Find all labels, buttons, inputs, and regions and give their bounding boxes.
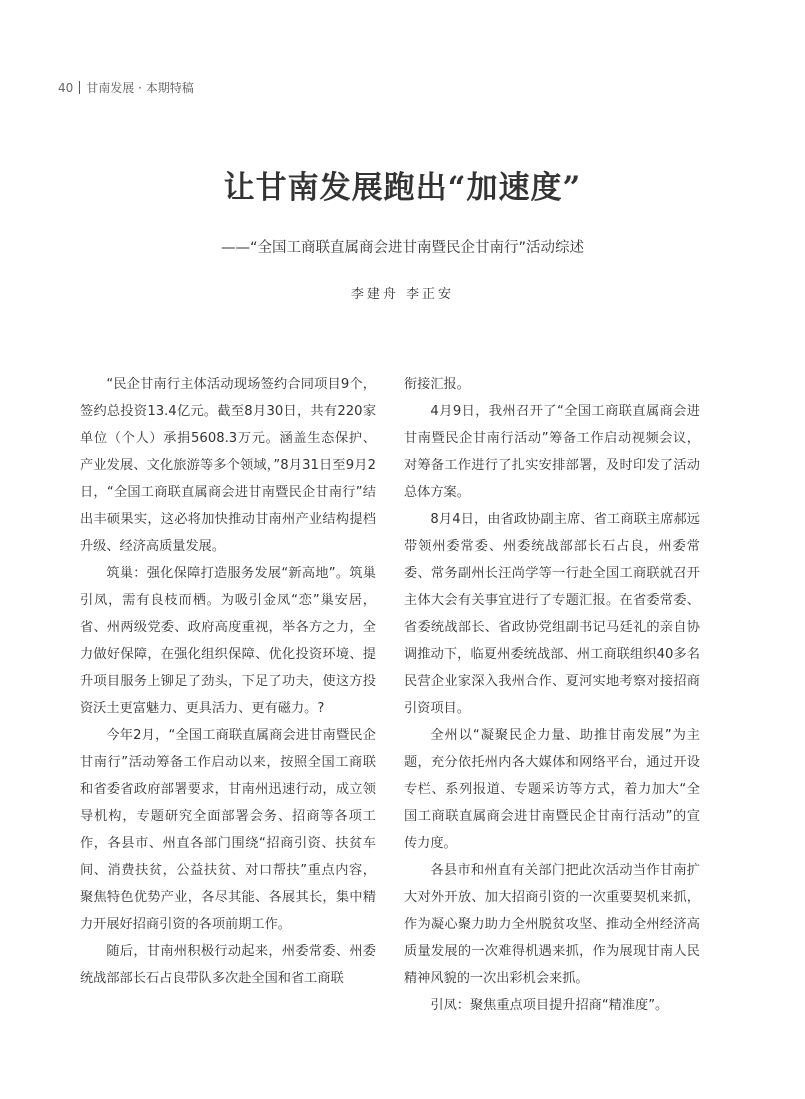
article-subtitle: ——“全国工商联直属商会进甘南暨民企甘南行”活动综述 xyxy=(220,240,585,256)
paragraph: 4月9日，我州召开了“全国工商联直属商会进甘南暨民企甘南行活动”筹备工作启动视频会议，对筹备工作进行了扎实安排部署，及时印发了活动总体方案。 xyxy=(404,404,700,500)
header-divider xyxy=(79,81,80,94)
section-label: 甘南发展 · 本期特稿 xyxy=(86,81,194,95)
paragraph: 随后，甘南州积极行动起来，州委常委、州委统战部部长石占良带队多次赴全国和省工商联 xyxy=(80,944,376,986)
paragraph: “民企甘南行主体活动现场签约合同项目9个，签约总投资13.4亿元。截至8月30日，共有220家单位（个人）承捐5608.3万元。涵盖生态保护、产业发展、文化旅游等多个领域，”8月31日至9月2日，“全国工商联直属商会进甘南暨民企甘南行”结出丰硕果实，这必将加快推动甘南州产业结构提档升级、经济高质量发展。 xyxy=(80,377,376,554)
paragraph: 筑巢：强化保障打造服务发展“新高地”。筑巢引凤，需有良枝而栖。为吸引金凤“恋”巢安居，省、州两级党委、政府高度重视，举各方之力，全力做好保障，在强化组织保障、优化投资环境、提升项目服务上铆足了劲头，下足了功夫，使这方投资沃土更富魅力、更具活力、更有磁力。? xyxy=(80,566,376,716)
article-title: 让甘南发展跑出“加速度” xyxy=(223,170,582,206)
paragraph: 各县市和州直有关部门把此次活动当作甘南扩大对外开放、加大招商引资的一次重要契机来抓，作为凝心聚力助力全州脱贫攻坚、推动全州经济高质量发展的一次难得机遇来抓，作为展现甘南人民精神风貌的一次出彩机会来抓。 xyxy=(404,863,700,986)
paragraph: 引凤：聚焦重点项目提升招商“精准度”。 xyxy=(430,998,669,1013)
paragraph: 今年2月，“全国工商联直属商会进甘南暨民企甘南行”活动筹备工作启动以来，按照全国工商联和省委省政府部署要求，甘南州迅速行动，成立领导机构，专题研究全面部署会务、招商等各项工作，各县市、州直各部门围绕“招商引资、扶贫车间、消费扶贫，公益扶贫、对口帮扶”重点内容，聚焦特色优势产业，各尽其能、各展其长，集中精力开展好招商引资的各项前期工作。 xyxy=(80,728,376,932)
body-column-left xyxy=(80,371,376,992)
body-column-right xyxy=(404,371,700,1019)
page-number: 40 xyxy=(58,81,74,95)
article-authors: 李建舟 李正安 xyxy=(350,287,455,302)
paragraph: 全州以“凝聚民企力量、助推甘南发展”为主题，充分依托州内各大媒体和网络平台，通过开设专栏、系列报道、专题采访等方式，着力加大“全国工商联直属商会进甘南暨民企甘南行活动”的宣传力度。 xyxy=(404,728,700,851)
running-header xyxy=(58,80,194,96)
paragraph-continued: 衔接汇报。 xyxy=(404,377,470,392)
paragraph: 8月4日，由省政协副主席、省工商联主席郝远带领州委常委、州委统战部部长石占良，州委常委、常务副州长汪尚学等一行赴全国工商联就召开主体大会有关事宜进行了专题汇报。在省委常委、省委统战部长、省政协党组副书记马廷礼的亲自协调推动下，临夏州委统战部、州工商联组织40多名民营企业家深入我州合作、夏河实地考察对接招商引资项目。 xyxy=(404,512,700,716)
